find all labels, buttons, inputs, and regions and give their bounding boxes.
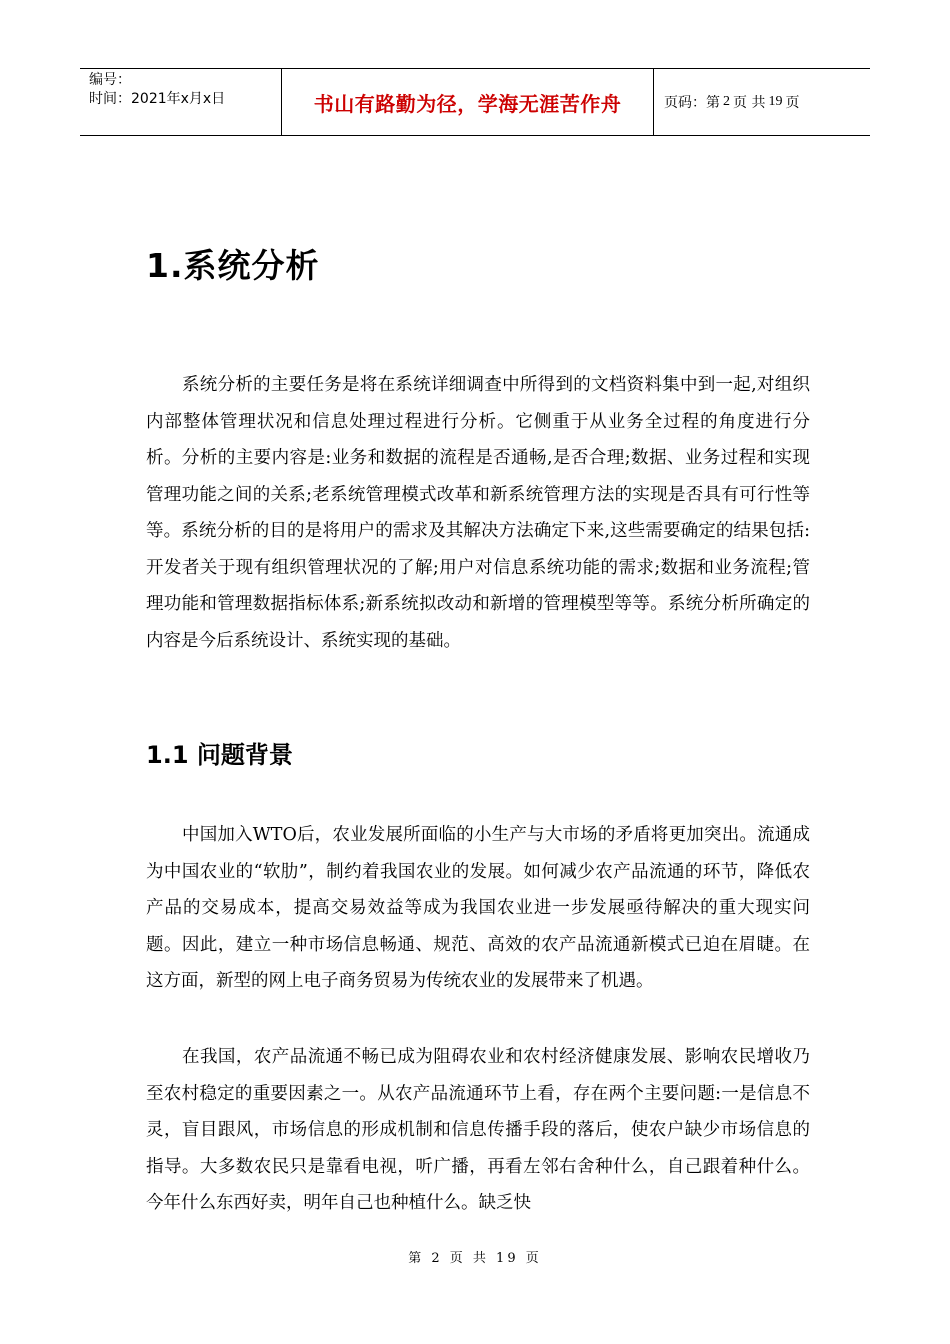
serial-label: 编号： — [89, 72, 131, 88]
header-table — [80, 68, 870, 136]
page-mid-label: 页 共 — [733, 95, 766, 111]
page-footer: 第 2 页 共 19 页 — [408, 1251, 542, 1266]
page-end-label: 页 — [785, 95, 800, 111]
paragraph-analysis: 系统分析的主要任务是将在系统详细调查中所得到的文档资料集中到一起,对组织内部整体管理状况和信息处理过程进行分析。它侧重于从业务全过程的角度进行分析。分析的主要内容是:业务和数据的流程是否通畅,是否合理;数据、业务过程和实现管理功能之间的关系;老系统管理模式改革和新系统管理方法的实现是否具有可行性等等。系统分析的目的是将用户的需求及其解决方法确定下来,这些需要确定的结果包括:开发者关于现有组织管理状况的了解;用户对信息系统功能的需求;数据和业务流程;管理功能和管理数据指标体系;新系统拟改动和新增的管理模型等等。系统分析所确定的内容是今后系统设计、系统实现的基础。 — [146, 375, 810, 651]
header-motto-cell — [281, 69, 654, 135]
header-page-cell — [654, 69, 870, 135]
time-label: 时间：2021年x月x日 — [89, 91, 226, 107]
paragraph-circulation: 在我国，农产品流通不畅已成为阻碍农业和农村经济健康发展、影响农民增收乃至农村稳定的重要因素之一。从农产品流通环节上看，存在两个主要问题:一是信息不灵，盲目跟风，市场信息的形成机制和信息传播手段的落后，使农户缺少市场信息的指导。大多数农民只是靠看电视，听广播，再看左邻右舍种什么，自己跟着种什么。今年什么东西好卖，明年自己也种植什么。缺乏快 — [146, 1047, 810, 1213]
page-label: 页码：第 — [664, 95, 720, 111]
paragraph-wto: 中国加入WTO后，农业发展所面临的小生产与大市场的矛盾将更加突出。流通成为中国农业的“软肋”，制约着我国农业的发展。如何减少农产品流通的环节，降低农产品的交易成本，提高交易效益等成为我国农业进一步发展亟待解决的重大现实问题。因此，建立一种市场信息畅通、规范、高效的农产品流通新模式已迫在眉睫。在这方面，新型的网上电子商务贸易为传统农业的发展带来了机遇。 — [146, 825, 810, 991]
page-title: 1.系统分析 — [146, 246, 320, 285]
header-info-cell — [80, 69, 281, 135]
page-number: 2 — [723, 94, 730, 109]
page-total: 19 — [768, 94, 783, 109]
section-title-background: 1.1 问题背景 — [146, 741, 293, 769]
motto-text: 书山有路勤为径，学海无涯苦作舟 — [313, 91, 622, 116]
